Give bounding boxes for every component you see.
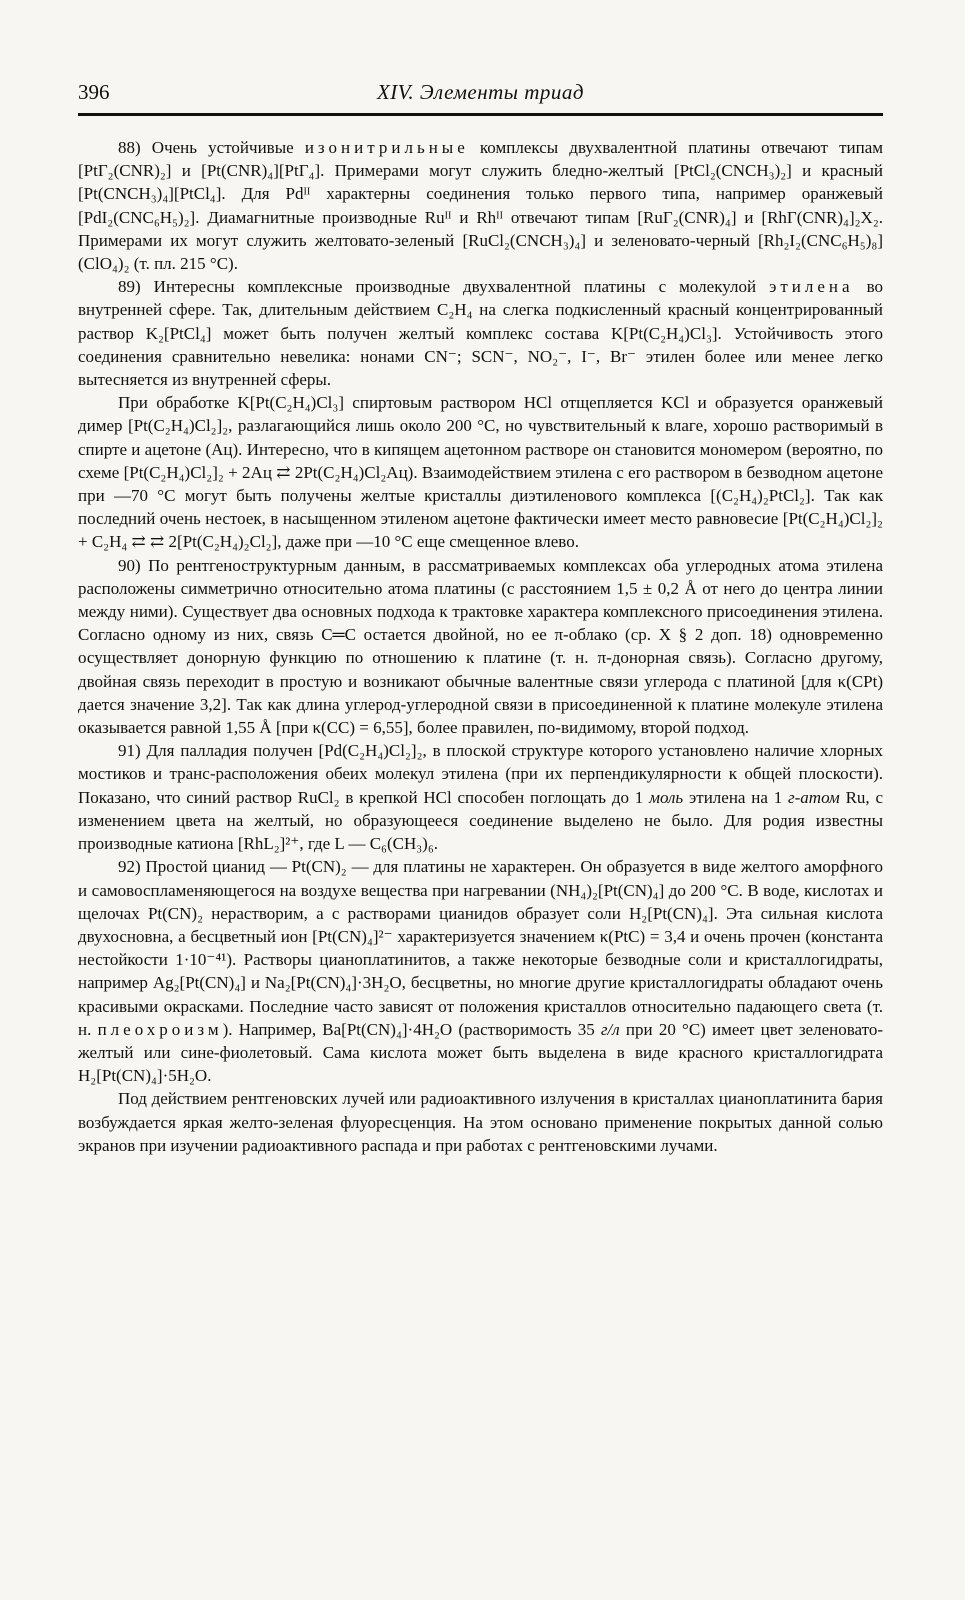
text-segment: г/л <box>600 1019 620 1039</box>
paragraph-88 <box>78 136 883 275</box>
paragraph-89 <box>78 275 883 391</box>
paragraph-90 <box>78 554 883 740</box>
text-segment: Ru, с изменением цвета на желтый, но образующееся соединение выделено не было. Для родия известны производные катиона [RhL₂]²⁺, где L — C₆(CH₃)₆. <box>78 787 884 854</box>
text-segment: плеохроизм <box>97 1019 223 1039</box>
text-segment: ). Например, Ba[Pt(CN)₄]·4H₂O (растворимость 35 <box>222 1019 601 1039</box>
text-segment: при 20 °С) имеет цвет зеленовато-желтый или сине-фиолетовый. Сама кислота может быть выделена в виде красного кристаллогидрата H₂[Pt(CN)₄]·5H₂O. <box>78 1019 883 1086</box>
header-rule <box>78 113 883 116</box>
text-segment: комплексы двухвалентной платины отвечают типам [PtГ₂(CNR)₂] и [Pt(CNR)₄][PtГ₄]. Примерами могут служить бледно-желтый [PtCl₂(CNCH₃)₂] и красный [Pt(CNCH₃)₄][PtCl₄]. Для Pdᴵᴵ характерны соединения только первого типа, например оранжевый [PdI₂(CNC₆H₅)₂]. Диамагнитные производные Ruᴵᴵ и Rhᴵᴵ отвечают типам [RuГ₂(CNR)₄] и [RhГ(CNR)₄]₂X₂. Примерами их могут служить желтовато-зеленый [RuCl₂(CNCH₃)₄] и зеленовато-черный [Rh₂I₂(CNC₆H₅)₈](ClO₄)₂ (т. пл. 215 °С). <box>78 138 883 274</box>
page-number: 396 <box>78 80 110 104</box>
text-segment: При обработке K[Pt(C₂H₄)Cl₃] спиртовым раствором HCl отщепляется KCl и образуется оранжевый димер [Pt(C₂H₄)Cl₂]₂, разлагающийся лишь около 200 °С, но чувствительный к влаге, хорошо растворимый в спирте и ацетоне (Ац). Интересно, что в кипящем ацетонном растворе он становится мономером (вероятно, по схеме [Pt(C₂H₄)Cl₂]₂ + 2Ац ⇄ 2Pt(C₂H₄)Cl₂Ац). Взаимодействием этилена с его раствором в безводном ацетоне при —70 °С могут быть получены желтые кристаллы диэтиленового комплекса [(C₂H₄)₂PtCl₂]. Так как последний очень нестоек, в насыщенном этиленом ацетоне фактически имеет место равновесие [Pt(C₂H₄)Cl₂]₂ + C₂H₄ ⇄ ⇄ 2[Pt(C₂H₄)₂Cl₂], даже при —10 °С еще смещенное влево. <box>78 393 883 552</box>
text-segment: г-атом <box>788 787 840 807</box>
text-segment: изонитрильные <box>304 138 469 157</box>
text-segment: 88) Очень устойчивые <box>118 138 305 157</box>
page-header <box>78 80 883 110</box>
text-segment: этилена <box>769 277 854 297</box>
text-segment: Под действием рентгеновских лучей или радиоактивного излучения в кристаллах цианоплатинита бария возбуждается яркая желто-зеленая флуоресценция. На этом основано применение покрытых данной солью экранов при изучении радиоактивного распада и при работах с рентгеновскими лучами. <box>78 1089 883 1155</box>
paragraph-92 <box>78 855 883 1087</box>
body-text <box>78 136 883 1157</box>
text-segment: моль <box>649 787 684 807</box>
text-segment: 89) Интересны комплексные производные двухвалентной платины с молекулой <box>118 277 770 297</box>
text-segment: 92) Простой цианид — Pt(CN)₂ — для платины не характерен. Он образуется в виде желтого аморфного и самовоспламеняющегося на воздухе вещества при нагревании (NH₄)₂[Pt(CN)₄] до 200 °С. В воде, кислотах и щелочах Pt(CN)₂ нерастворим, а с растворами цианидов образует соли H₂[Pt(CN)₄]. Эта сильная кислота двухосновна, а бесцветный ион [Pt(CN)₄]²⁻ характеризуется значением κ(PtC) = 3,4 и очень прочен (константа нестойкости 1·10⁻⁴¹). Растворы цианоплатинитов, а также некоторые безводные соли и кристаллогидраты, например Ag₂[Pt(CN)₄] и Na₂[Pt(CN)₄]·3H₂O, бесцветны, но многие другие кристаллогидраты обладают очень красивыми окрасками. Последние часто зависят от положения кристаллов относительно падающего света (т. н. <box>78 857 883 1039</box>
paragraph-89-continuation <box>78 391 883 553</box>
paragraph-92-continuation <box>78 1087 883 1157</box>
text-segment: этилена на 1 <box>683 787 788 807</box>
paragraph-91 <box>78 739 883 855</box>
text-segment: во внутренней сфере. Так, длительным действием C₂H₄ на слегка подкисленный красный концентрированный раствор K₂[PtCl₄] может быть получен желтый комплекс состава K[Pt(C₂H₄)Cl₃]. Устойчивость этого соединения сравнительно невелика: нонами CN⁻; SCN⁻, NO₂⁻, I⁻, Br⁻ этилен более или менее легко вытесняется из внутренней сферы. <box>78 277 883 390</box>
text-segment: 91) Для палладия получен [Pd(C₂H₄)Cl₂]₂, в плоской структуре которого установлено наличие хлорных мостиков и транс-расположения обеих молекул этилена (при их перпендикулярности к общей плоскости). Показано, что синий раствор RuCl₂ в крепкой HCl способен поглощать до 1 <box>78 741 883 807</box>
running-title: XIV. Элементы триад <box>376 80 585 104</box>
text-segment: 90) По рентгеноструктурным данным, в рассматриваемых комплексах оба углеродных атома этилена расположены симметрично относительно атома платины (с расстоянием 1,5 ± 0,2 Å от него до центра линии между ними). Существует два основных подхода к трактовке характера комплексного присоединения этилена. Согласно одному из них, связь C═C остается двойной, но ее π-облако (ср. X § 2 доп. 18) одновременно осуществляет донорную функцию по отношению к платине (т. н. π-донорная связь). Согласно другому, двойная связь переходит в простую и возникают обычные валентные связи углерода с платиной [для κ(CPt) дается значение 3,2]. Так как длина углерод-углеродной связи в присоединенной к платине молекуле этилена оказывается равной 1,55 Å [при κ(CC) = 6,55], более правилен, по-видимому, второй подход. <box>78 555 883 738</box>
